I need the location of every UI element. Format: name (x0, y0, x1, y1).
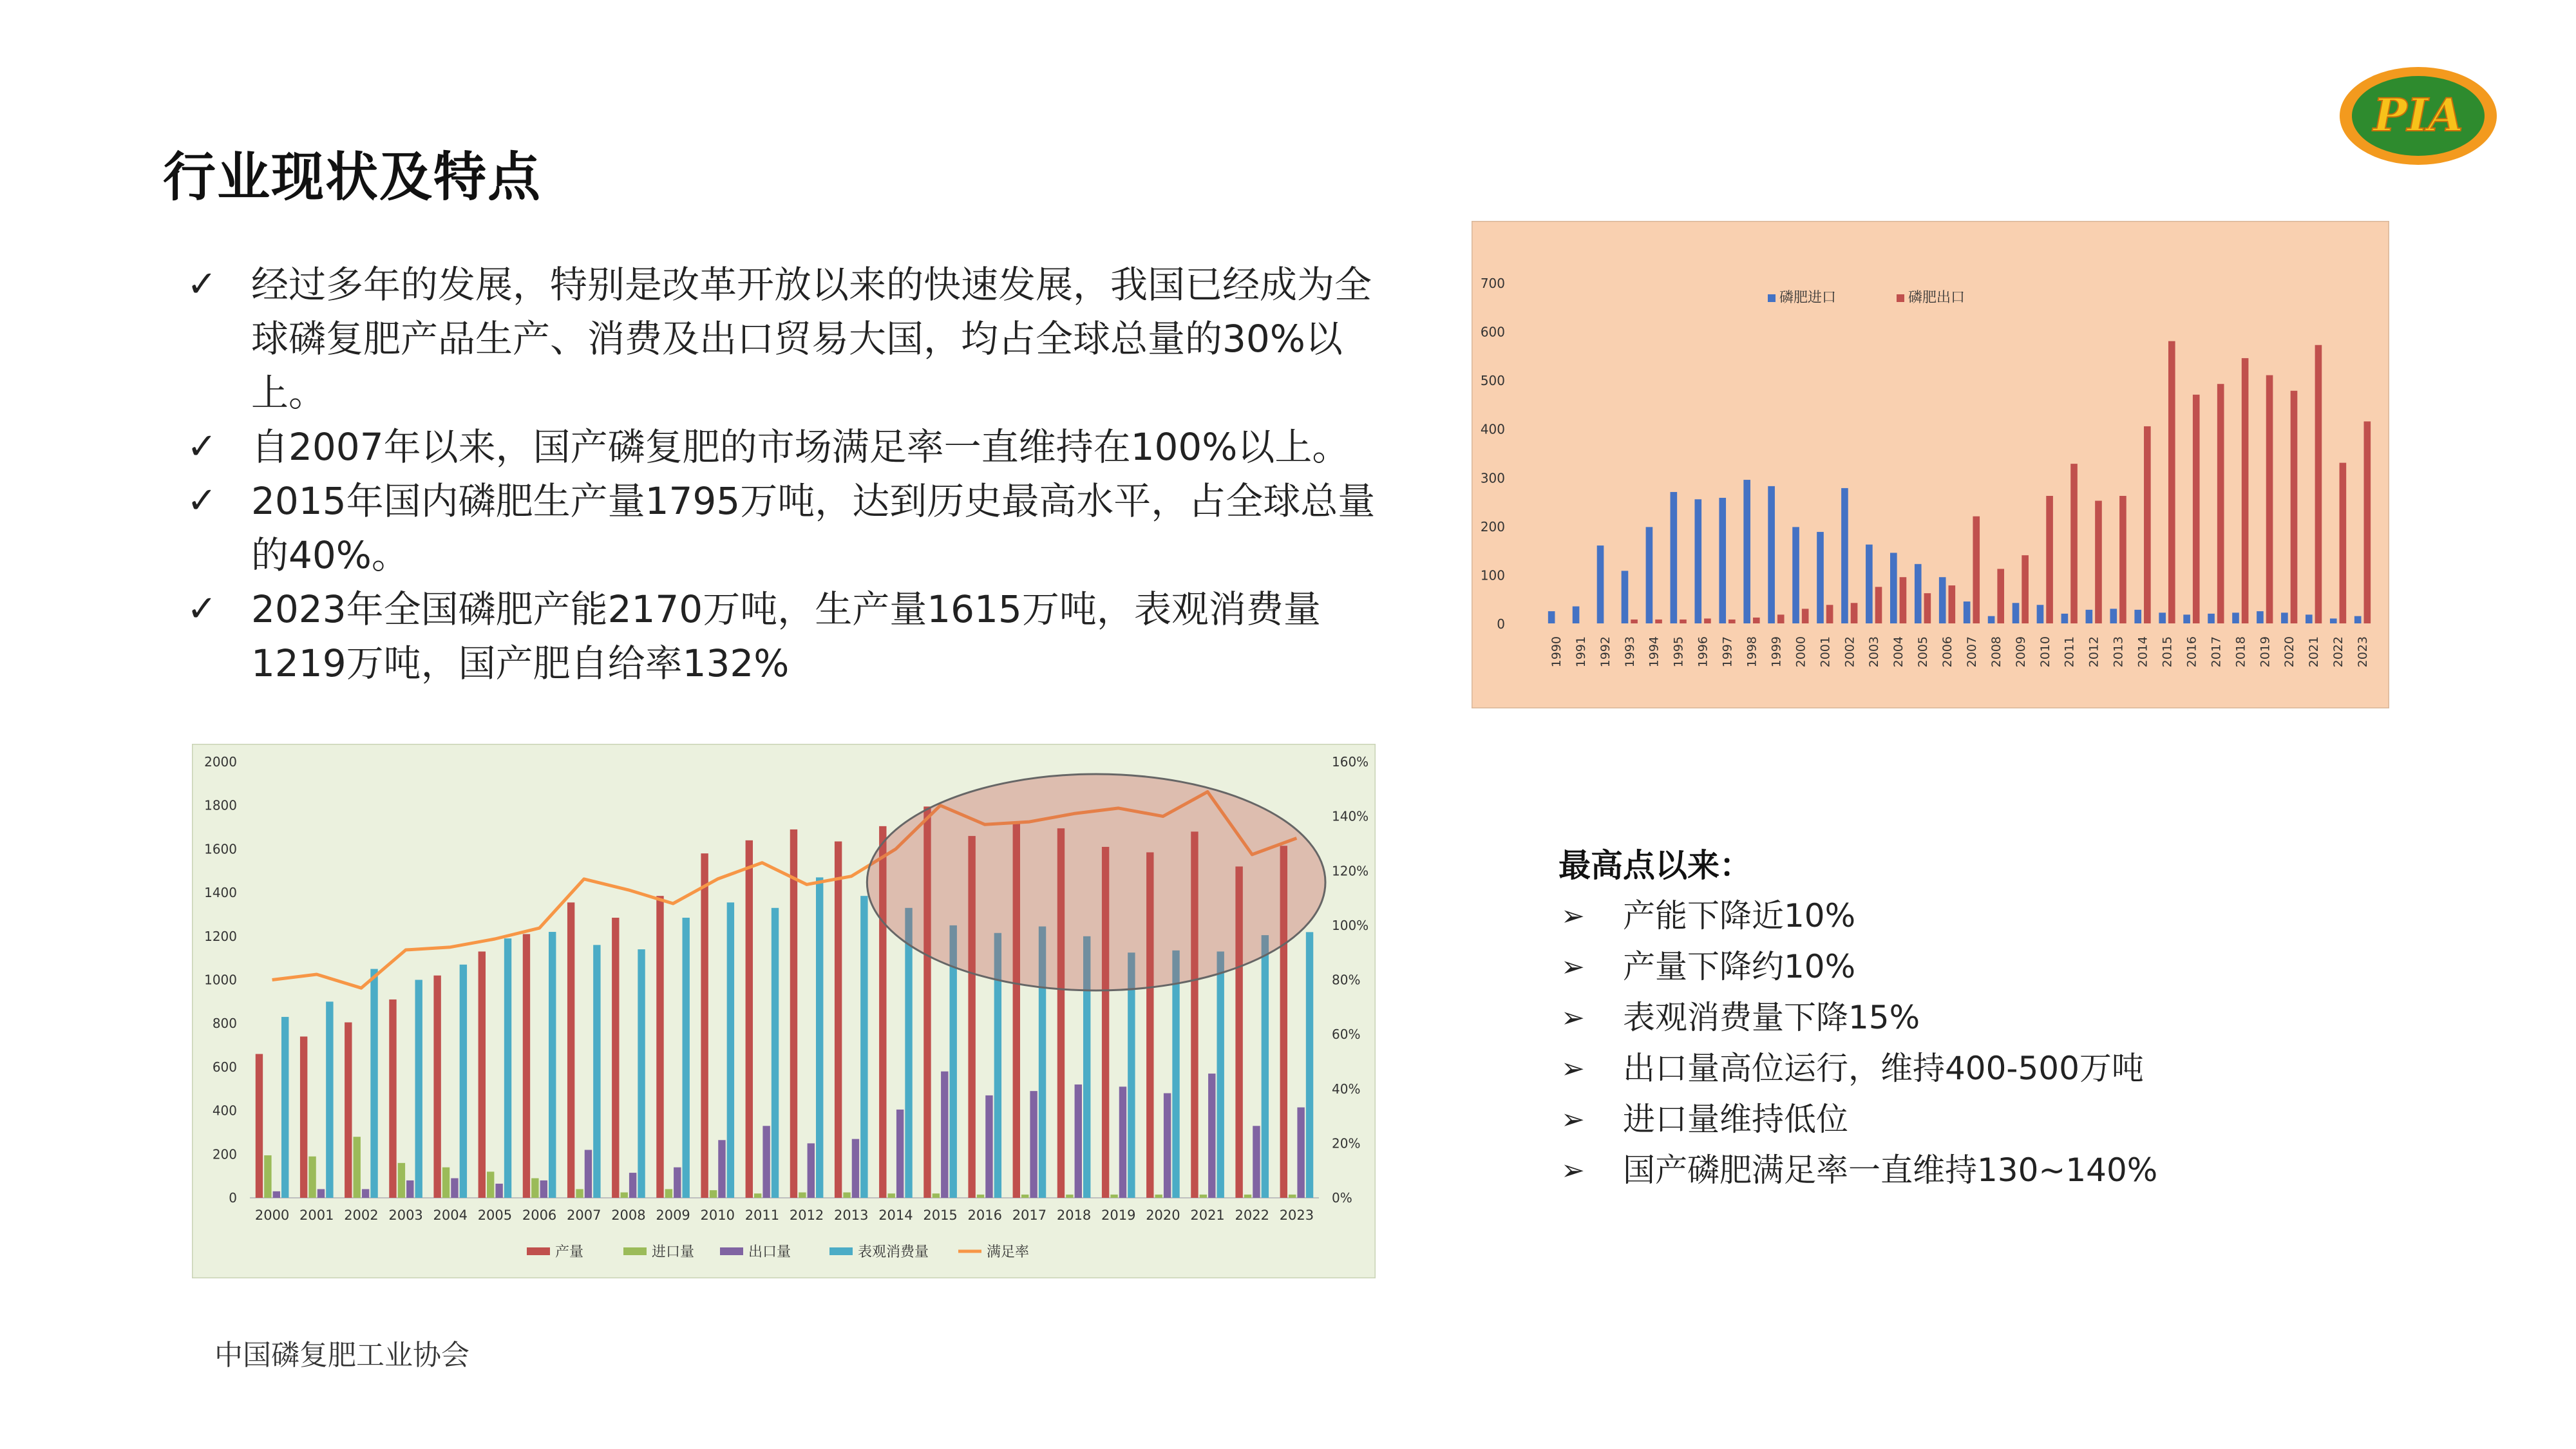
bar-consumption (638, 949, 645, 1198)
bar-import (888, 1193, 895, 1198)
bar-export (362, 1189, 369, 1198)
x-tick-label: 2022 (2331, 636, 2346, 668)
bar-import (398, 1163, 405, 1198)
legend-swatch (720, 1247, 743, 1255)
bar-export (1851, 603, 1858, 623)
bar-consumption (682, 918, 689, 1198)
bar-export (1297, 1108, 1304, 1198)
bar-export (451, 1179, 458, 1198)
legend-label: 产量 (555, 1244, 584, 1260)
bar-export (896, 1110, 904, 1198)
bar-export (718, 1140, 725, 1198)
x-tick-label: 2002 (344, 1208, 379, 1223)
x-tick-label: 1991 (1573, 636, 1588, 668)
y2-tick-label: 40% (1332, 1081, 1361, 1097)
bar-export (1208, 1074, 1215, 1198)
y-tick-label: 200 (212, 1146, 237, 1162)
x-tick-label: 1997 (1720, 636, 1735, 668)
x-tick-label: 2011 (744, 1208, 780, 1223)
bar-export (2266, 375, 2273, 623)
bar-export (1900, 577, 1907, 623)
x-tick-label: 2019 (1101, 1208, 1136, 1223)
arrow-bullet-icon: ➢ (1561, 900, 1585, 933)
bar-consumption (1262, 935, 1269, 1198)
y-tick-label: 1000 (204, 972, 237, 988)
bar-export (1753, 618, 1760, 623)
bar-import (1866, 545, 1873, 623)
bar-export (2291, 391, 2298, 623)
x-tick-label: 1995 (1671, 636, 1686, 668)
bar-export (1973, 516, 1980, 623)
bar-export (1631, 620, 1638, 623)
x-tick-label: 2021 (2307, 636, 2322, 668)
bar-production (345, 1023, 352, 1198)
y-tick-label: 400 (212, 1103, 237, 1119)
bar-consumption (504, 938, 511, 1198)
check-icon: ✓ (187, 588, 217, 630)
bar-export (762, 1126, 770, 1198)
bar-consumption (370, 969, 377, 1198)
check-icon: ✓ (187, 426, 217, 468)
bullet-text: 2023年全国磷肥产能2170万吨，生产量1615万吨，表观消费量1219万吨，国产肥自给率132% (251, 587, 1321, 685)
bar-production (746, 840, 753, 1198)
x-tick-label: 2017 (1012, 1208, 1047, 1223)
check-icon: ✓ (187, 263, 217, 305)
bar-production (612, 918, 619, 1198)
bar-consumption (772, 908, 779, 1198)
y-tick-label: 600 (212, 1059, 237, 1075)
bar-production (567, 902, 574, 1198)
x-tick-label: 2004 (433, 1208, 468, 1223)
summary-item (1558, 1094, 2331, 1145)
arrow-bullet-icon: ➢ (1561, 951, 1585, 983)
legend-swatch (623, 1247, 647, 1255)
x-tick-label: 2008 (1989, 636, 2003, 668)
bar-import (1200, 1195, 1207, 1198)
bar-import (1939, 577, 1946, 623)
bar-import (264, 1155, 271, 1198)
y2-tick-label: 20% (1332, 1135, 1361, 1151)
bar-export (1997, 569, 2004, 623)
bar-import (1792, 527, 1799, 623)
y2-tick-label: 0% (1332, 1190, 1352, 1206)
x-tick-label: 2007 (567, 1208, 601, 1223)
legend-label: 出口量 (748, 1244, 791, 1260)
bar-import (1110, 1195, 1117, 1198)
bar-import (1289, 1195, 1296, 1198)
y2-tick-label: 80% (1332, 972, 1361, 988)
bar-export (317, 1189, 325, 1198)
bullet-text: 2015年国内磷肥生产量1795万吨，达到历史最高水平，占全球总量的40%。 (251, 479, 1376, 577)
bullet-list (187, 258, 1385, 690)
production-chart (192, 744, 1376, 1278)
x-tick-label: 1998 (1745, 636, 1759, 668)
summary-title: 最高点以来： (1558, 847, 1752, 884)
bar-import (2110, 609, 2117, 623)
y-tick-label: 100 (1480, 567, 1505, 583)
bar-export (585, 1150, 592, 1198)
bar-export (1680, 620, 1687, 623)
y-tick-label: 800 (212, 1016, 237, 1032)
y-tick-label: 0 (1497, 616, 1505, 632)
y-tick-label: 2000 (204, 754, 237, 770)
x-tick-label: 2010 (700, 1208, 735, 1223)
summary-item (1558, 1043, 2331, 1094)
x-tick-label: 2009 (656, 1208, 690, 1223)
legend-swatch (527, 1247, 550, 1255)
y-tick-label: 700 (1480, 276, 1505, 291)
summary-item (1558, 992, 2331, 1043)
x-tick-label: 2011 (2062, 636, 2077, 668)
x-tick-label: 2008 (611, 1208, 646, 1223)
footer-organization: 中国磷复肥工业协会 (214, 1339, 469, 1372)
bar-consumption (905, 908, 912, 1198)
bar-import (2134, 610, 2141, 623)
bar-production (389, 999, 396, 1198)
bar-export (852, 1139, 859, 1198)
x-tick-label: 2001 (299, 1208, 334, 1223)
legend-swatch (1768, 294, 1776, 302)
x-tick-label: 1990 (1549, 636, 1564, 668)
summary-section (1558, 840, 2331, 1196)
x-tick-label: 1992 (1598, 636, 1613, 668)
bar-import (1817, 532, 1824, 623)
x-tick-label: 2018 (2233, 636, 2248, 668)
bar-production (256, 1054, 263, 1198)
bar-import (665, 1189, 672, 1198)
bar-export (2119, 496, 2126, 623)
x-tick-label: 2006 (1940, 636, 1955, 668)
x-tick-label: 2002 (1842, 636, 1857, 668)
arrow-bullet-icon: ➢ (1561, 1103, 1585, 1136)
bar-export (2168, 341, 2175, 623)
legend-label: 满足率 (987, 1244, 1030, 1260)
bar-production (433, 976, 440, 1198)
bar-export (2315, 345, 2322, 623)
bar-export (540, 1180, 547, 1198)
bar-import (1915, 564, 1922, 623)
bar-export (2242, 358, 2249, 623)
legend-label: 进口量 (652, 1244, 695, 1260)
bar-import (2012, 603, 2020, 623)
pia-logo (2338, 64, 2499, 167)
bullet-item (187, 582, 1385, 690)
summary-item-text: 产量下降约10% (1623, 948, 1856, 985)
x-tick-label: 2001 (1818, 636, 1833, 668)
legend-label: 磷肥进口 (1779, 290, 1837, 306)
y2-tick-label: 140% (1332, 808, 1369, 824)
bar-import (1597, 545, 1604, 623)
x-tick-label: 2000 (254, 1208, 290, 1223)
bar-import (2306, 614, 2313, 623)
bar-import (754, 1193, 761, 1198)
bar-consumption (593, 945, 600, 1198)
bar-import (1622, 571, 1629, 623)
bar-import (487, 1171, 494, 1198)
bar-production (523, 934, 530, 1198)
legend-swatch (1897, 294, 1904, 302)
x-tick-label: 2020 (2282, 636, 2297, 668)
bar-consumption (415, 980, 422, 1198)
summary-item-text: 进口量维持低位 (1623, 1101, 1848, 1138)
x-tick-label: 2009 (2013, 636, 2028, 668)
x-tick-label: 2021 (1190, 1208, 1225, 1223)
x-tick-label: 2013 (834, 1208, 869, 1223)
bar-consumption (860, 896, 867, 1198)
x-tick-label: 1996 (1696, 636, 1710, 668)
bar-import (2061, 614, 2069, 623)
y-tick-label: 300 (1480, 470, 1505, 486)
bar-import (1573, 607, 1580, 623)
arrow-bullet-icon: ➢ (1561, 1001, 1585, 1034)
x-tick-label: 1994 (1647, 636, 1662, 668)
bar-import (2208, 614, 2215, 623)
bar-import (621, 1193, 628, 1198)
bar-import (1719, 498, 1726, 623)
bar-export (1030, 1091, 1037, 1198)
bar-export (1253, 1126, 1260, 1198)
x-tick-label: 2014 (2136, 636, 2150, 668)
bar-export (495, 1184, 502, 1198)
bar-export (1164, 1094, 1171, 1198)
summary-item (1558, 942, 2331, 992)
bar-production (790, 829, 797, 1198)
y-tick-label: 200 (1480, 518, 1505, 535)
bar-import (1244, 1195, 1251, 1198)
bar-export (2340, 463, 2347, 623)
x-tick-label: 2020 (1146, 1208, 1180, 1223)
x-tick-label: 2000 (1794, 636, 1808, 668)
check-icon: ✓ (187, 480, 217, 522)
bar-import (1890, 553, 1897, 623)
bar-consumption (1306, 932, 1313, 1198)
bar-import (843, 1193, 850, 1198)
y-tick-label: 600 (1480, 324, 1505, 340)
x-tick-label: 2003 (388, 1208, 423, 1223)
y-tick-label: 1200 (204, 928, 237, 944)
bar-consumption (460, 965, 467, 1198)
bar-export (1875, 587, 1882, 623)
x-tick-label: 2018 (1056, 1208, 1092, 1223)
bullet-item (187, 420, 1385, 474)
x-tick-label: 2019 (2258, 636, 2273, 668)
y-tick-label: 500 (1480, 373, 1505, 389)
bar-export (1728, 620, 1736, 623)
trade-chart (1472, 221, 2389, 708)
y2-tick-label: 60% (1332, 1027, 1361, 1043)
bar-export (273, 1191, 280, 1198)
bullet-item (187, 258, 1385, 420)
y-tick-label: 1800 (204, 797, 237, 813)
bar-export (2070, 464, 2078, 623)
bar-import (1743, 480, 1750, 623)
bar-production (478, 951, 486, 1198)
bar-import (442, 1168, 450, 1198)
bar-import (531, 1179, 538, 1198)
bar-import (933, 1193, 940, 1198)
summary-item-text: 产能下降近10% (1623, 897, 1856, 934)
x-tick-label: 2015 (923, 1208, 958, 1223)
summary-item (1558, 891, 2331, 942)
bar-import (2086, 610, 2093, 623)
summary-item (1558, 1145, 2331, 1196)
arrow-bullet-icon: ➢ (1561, 1052, 1585, 1085)
bar-import (1694, 499, 1701, 623)
bar-import (1548, 611, 1555, 623)
bullet-item (187, 474, 1385, 582)
bar-import (2183, 614, 2190, 623)
trade-chart-svg (1472, 221, 2389, 708)
x-tick-label: 2016 (967, 1208, 1002, 1223)
bar-import (799, 1193, 806, 1198)
y-tick-label: 1600 (204, 841, 237, 857)
bar-export (941, 1072, 948, 1198)
y2-tick-label: 100% (1332, 917, 1369, 933)
bar-export (808, 1143, 815, 1198)
bar-export (2046, 496, 2053, 623)
bar-import (1021, 1195, 1028, 1198)
bar-export (674, 1168, 681, 1198)
bar-export (1826, 605, 1833, 623)
x-tick-label: 2005 (1916, 636, 1931, 668)
y-tick-label: 1400 (204, 885, 237, 901)
bar-import (1671, 492, 1678, 623)
x-tick-label: 2006 (522, 1208, 557, 1223)
bar-export (629, 1173, 636, 1198)
bar-import (308, 1157, 316, 1198)
x-tick-label: 2013 (2111, 636, 2126, 668)
bar-import (2281, 612, 2288, 623)
bar-export (2095, 501, 2102, 623)
x-tick-label: 1993 (1622, 636, 1637, 668)
x-tick-label: 2017 (2209, 636, 2224, 668)
bar-export (2364, 421, 2371, 623)
bar-import (1988, 616, 1995, 623)
bar-import (2159, 612, 2166, 623)
bar-import (354, 1137, 361, 1198)
y-tick-label: 400 (1480, 421, 1505, 437)
x-tick-label: 2010 (2038, 636, 2052, 668)
bar-import (2257, 611, 2264, 623)
bar-export (1704, 618, 1711, 623)
x-tick-label: 2003 (1867, 636, 1882, 668)
y2-tick-label: 160% (1332, 754, 1369, 770)
bar-export (1924, 593, 1931, 623)
bar-export (1655, 620, 1662, 623)
legend-label: 磷肥出口 (1908, 290, 1965, 306)
legend-label: 表观消费量 (858, 1244, 929, 1260)
bar-consumption (1217, 951, 1224, 1198)
bullet-text: 自2007年以来，国产磷复肥的市场满足率一直维持在100%以上。 (251, 425, 1350, 469)
summary-item-text: 表观消费量下降15% (1623, 999, 1920, 1036)
y-tick-label: 0 (229, 1190, 237, 1206)
bar-import (977, 1195, 984, 1198)
bar-import (2354, 616, 2362, 623)
bar-consumption (1172, 951, 1179, 1198)
y2-tick-label: 120% (1332, 863, 1369, 879)
legend-swatch (829, 1247, 853, 1255)
bar-import (1646, 527, 1653, 623)
bar-import (1155, 1195, 1162, 1198)
x-tick-label: 2016 (2184, 636, 2199, 668)
x-tick-label: 1999 (1769, 636, 1784, 668)
bar-import (1066, 1195, 1073, 1198)
bar-export (2144, 426, 2151, 623)
highlight-ellipse (867, 774, 1325, 990)
x-tick-label: 2012 (2087, 636, 2101, 668)
bar-import (2330, 618, 2337, 623)
arrow-bullet-icon: ➢ (1561, 1154, 1585, 1187)
bar-export (985, 1095, 992, 1198)
x-tick-label: 2012 (789, 1208, 824, 1223)
bar-export (2217, 384, 2224, 623)
page-title: 行业现状及特点 (163, 147, 542, 208)
bar-export (1777, 614, 1785, 623)
x-tick-label: 2004 (1891, 636, 1906, 668)
bar-import (1768, 486, 1775, 623)
bar-consumption (816, 877, 823, 1198)
bar-export (1075, 1084, 1082, 1198)
bar-consumption (281, 1017, 289, 1198)
bar-import (710, 1190, 717, 1198)
summary-item-text: 国产磷肥满足率一直维持130~140% (1623, 1151, 2158, 1189)
bar-consumption (326, 1001, 333, 1198)
x-tick-label: 2005 (477, 1208, 513, 1223)
bar-consumption (727, 902, 734, 1198)
bar-export (2193, 395, 2200, 623)
x-tick-label: 2007 (1964, 636, 1979, 668)
bar-import (1964, 601, 1971, 623)
bar-import (1841, 488, 1848, 623)
x-tick-label: 2014 (878, 1208, 913, 1223)
logo-text: PIA (2373, 88, 2463, 142)
bar-import (576, 1189, 583, 1198)
production-chart-svg (192, 744, 1376, 1278)
x-tick-label: 2022 (1235, 1208, 1269, 1223)
x-tick-label: 2023 (2356, 636, 2371, 668)
bar-import (2232, 612, 2239, 623)
bar-production (835, 842, 842, 1198)
bar-production (656, 896, 663, 1198)
bar-export (1949, 585, 1956, 623)
bar-production (701, 853, 708, 1198)
x-tick-label: 2023 (1279, 1208, 1314, 1223)
summary-item-text: 出口量高位运行，维持400-500万吨 (1623, 1050, 2144, 1087)
bar-export (1802, 609, 1809, 623)
bar-import (2037, 605, 2044, 623)
bar-export (406, 1180, 413, 1198)
bullet-text: 经过多年的发展，特别是改革开放以来的快速发展，我国已经成为全球磷复肥产品生产、消费及出口贸易大国，均占全球总量的30%以上。 (251, 263, 1372, 415)
bar-consumption (549, 932, 556, 1198)
bar-production (300, 1037, 307, 1198)
bar-export (2022, 555, 2029, 623)
bar-export (1119, 1086, 1126, 1198)
x-tick-label: 2015 (2160, 636, 2175, 668)
